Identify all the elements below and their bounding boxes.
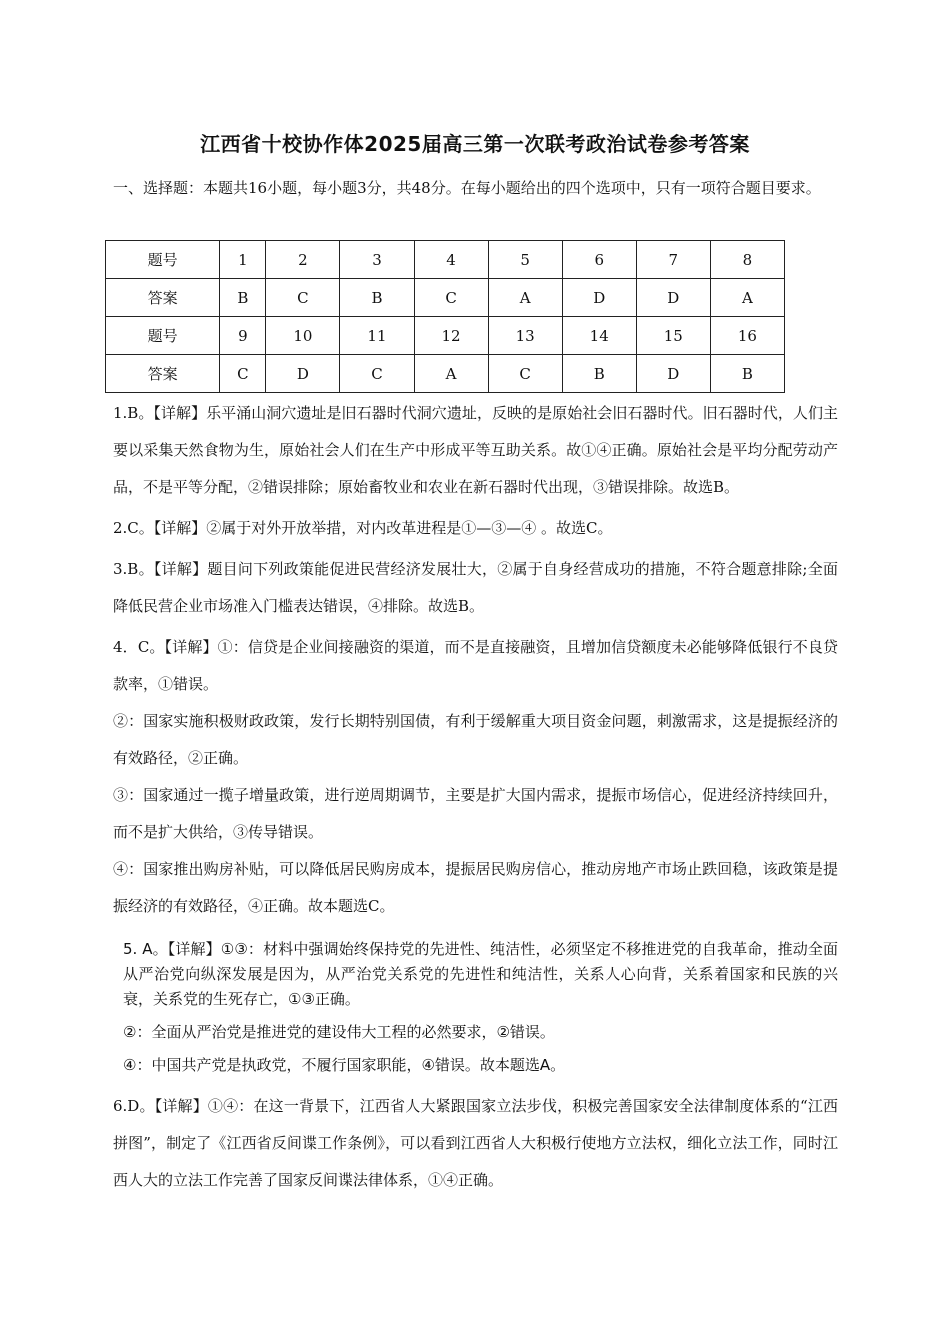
explanation-q4-part2: ②：国家实施积极财政政策，发行长期特别国债，有利于缓解重大项目资金问题，刺激需求，这是提振经济的有效路径，②正确。 [113, 712, 838, 767]
table-cell: D [636, 355, 710, 393]
table-cell: 6 [562, 241, 636, 279]
table-row-header: 题号 [106, 317, 220, 355]
explanation-q5-part3: ④：中国共产党是执政党，不履行国家职能，④错误。故本题选A。 [123, 1056, 566, 1074]
table-row [106, 279, 785, 317]
table-cell: 1 [220, 241, 266, 279]
table-cell: 10 [266, 317, 340, 355]
table-cell: 2 [266, 241, 340, 279]
table-cell: D [636, 279, 710, 317]
table-row [106, 317, 785, 355]
document-title: 江西省十校协作体2025届高三第一次联考政治试卷参考答案 [200, 132, 750, 156]
table-cell: C [220, 355, 266, 393]
explanation-q5 [123, 937, 838, 1078]
table-cell: 12 [414, 317, 488, 355]
table-cell: 4 [414, 241, 488, 279]
table-cell: 15 [636, 317, 710, 355]
explanation-q5-part1: 5. A。【详解】①③：材料中强调始终保持党的先进性、纯洁性，必须坚定不移推进党的自我革命，推动全面从严治党向纵深发展是因为，从严治党关系党的先进性和纯洁性，关系人心向背，关系着国家和民族的兴衰，关系党的生死存亡，①③正确。 [123, 940, 838, 1008]
table-cell: B [710, 355, 784, 393]
table-cell: C [266, 279, 340, 317]
table-cell: B [562, 355, 636, 393]
explanation-q4-part4: ④：国家推出购房补贴，可以降低居民购房成本，提振居民购房信心，推动房地产市场止跌回稳，该政策是提振经济的有效路径，④正确。故本题选C。 [113, 860, 838, 915]
explanation-q2: 2.C。【详解】②属于对外开放举措，对内改革进程是①—③—④ 。故选C。 [113, 519, 613, 537]
explanation-q1: 1.B。【详解】乐平涌山洞穴遗址是旧石器时代洞穴遗址，反映的是原始社会旧石器时代。旧石器时代，人们主要以采集天然食物为生，原始社会人们在生产中形成平等互助关系。故①④正确。原始社会是平均分配劳动产品，不是平等分配，②错误排除；原始畜牧业和农业在新石器时代出现，③错误排除。故选B。 [113, 404, 838, 496]
table-cell: 8 [710, 241, 784, 279]
table-cell: 14 [562, 317, 636, 355]
table-cell: C [488, 355, 562, 393]
table-cell: 11 [340, 317, 414, 355]
table-row-header: 题号 [106, 241, 220, 279]
explanation-q6: 6.D。【详解】①④：在这一背景下，江西省人大紧跟国家立法步伐，积极完善国家安全法律制度体系的“江西拼图”，制定了《江西省反间谍工作条例》，可以看到江西省人大积极行使地方立法权，细化立法工作，同时江西人大的立法工作完善了国家反间谍法律体系，①④正确。 [113, 1097, 838, 1189]
table-cell: 13 [488, 317, 562, 355]
table-cell: 5 [488, 241, 562, 279]
explanation-q4-part1: 4．C。【详解】①：信贷是企业间接融资的渠道，而不是直接融资，且增加信贷额度未必能够降低银行不良贷款率，①错误。 [113, 638, 838, 693]
table-cell: 7 [636, 241, 710, 279]
table-row [106, 355, 785, 393]
answer-table [105, 240, 785, 393]
table-cell: B [220, 279, 266, 317]
explanation-q5-part2: ②：全面从严治党是推进党的建设伟大工程的必然要求，②错误。 [123, 1023, 555, 1041]
table-row-header: 答案 [106, 279, 220, 317]
table-cell: A [710, 279, 784, 317]
table-cell: C [340, 355, 414, 393]
table-cell: C [414, 279, 488, 317]
table-cell: 3 [340, 241, 414, 279]
table-cell: 16 [710, 317, 784, 355]
explanations [113, 395, 838, 1199]
table-cell: A [488, 279, 562, 317]
table-cell: A [414, 355, 488, 393]
table-cell: D [562, 279, 636, 317]
explanation-q4-part3: ③：国家通过一揽子增量政策，进行逆周期调节，主要是扩大国内需求，提振市场信心，促进经济持续回升，而不是扩大供给，③传导错误。 [113, 786, 838, 841]
table-row-header: 答案 [106, 355, 220, 393]
table-row [106, 241, 785, 279]
table-cell: B [340, 279, 414, 317]
section-intro: 一、选择题：本题共16小题，每小题3分，共48分。在每小题给出的四个选项中，只有一项符合题目要求。 [113, 179, 821, 197]
table-cell: 9 [220, 317, 266, 355]
explanation-q3: 3.B。【详解】题目问下列政策能促进民营经济发展壮大，②属于自身经营成功的措施，不符合题意排除;全面降低民营企业市场准入门槛表达错误，④排除。故选B。 [113, 560, 838, 615]
table-cell: D [266, 355, 340, 393]
